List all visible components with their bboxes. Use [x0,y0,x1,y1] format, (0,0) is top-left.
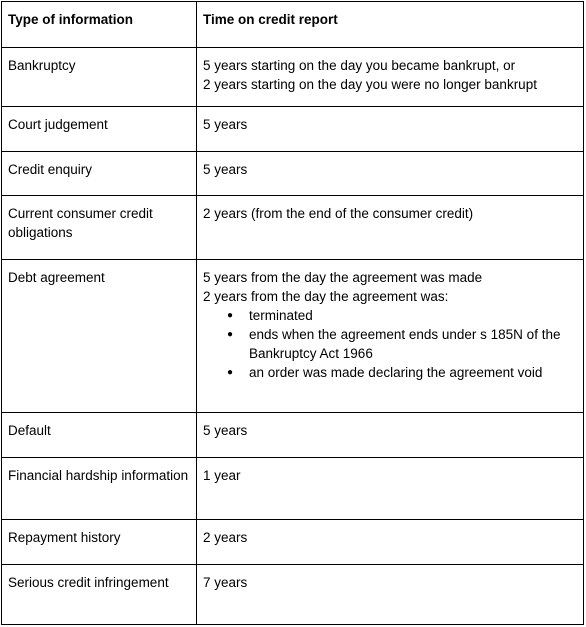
time-line: 5 years from the day the agreement was made [203,270,483,285]
time-cell [197,260,584,413]
table-row [2,565,584,625]
time-cell [197,48,584,107]
table-row [2,413,584,458]
type-cell: Debt agreement [2,260,197,413]
table-row [2,520,584,565]
header-time-on-credit-report: Time on credit report [197,2,584,48]
time-cell: 1 year [197,458,584,520]
type-cell: Bankruptcy [2,48,197,107]
table-row [2,260,584,413]
type-cell: Repayment history [2,520,197,565]
time-line: 2 years starting on the day you were no longer bankrupt [203,77,537,92]
bullet-item: ● ends when the agreement ends under s 185N of the Bankruptcy Act 1966 [227,325,577,363]
type-cell: Current consumer credit obligations [2,196,197,260]
table-row [2,196,584,260]
table-row [2,48,584,107]
type-cell: Credit enquiry [2,152,197,196]
time-cell: 2 years (from the end of the consumer credit) [197,196,584,260]
time-cell: 5 years [197,413,584,458]
time-cell: 5 years [197,107,584,152]
table-header-row [2,2,584,48]
time-cell: 5 years [197,152,584,196]
type-cell: Court judgement [2,107,197,152]
time-line: 2 years from the day the agreement was: [203,289,449,304]
time-line: 5 years starting on the day you became bankrupt, or [203,58,516,73]
bullet-item: ● an order was made declaring the agreement void [227,363,577,382]
type-cell: Serious credit infringement [2,565,197,625]
time-cell: 2 years [197,520,584,565]
table-row [2,152,584,196]
header-type-of-information: Type of information [2,2,197,48]
type-cell: Financial hardship information [2,458,197,520]
bullet-list [203,306,577,382]
type-cell: Default [2,413,197,458]
credit-report-table [1,1,584,625]
time-cell: 7 years [197,565,584,625]
table-row [2,458,584,520]
table-row [2,107,584,152]
bullet-item: ● terminated [227,306,577,325]
